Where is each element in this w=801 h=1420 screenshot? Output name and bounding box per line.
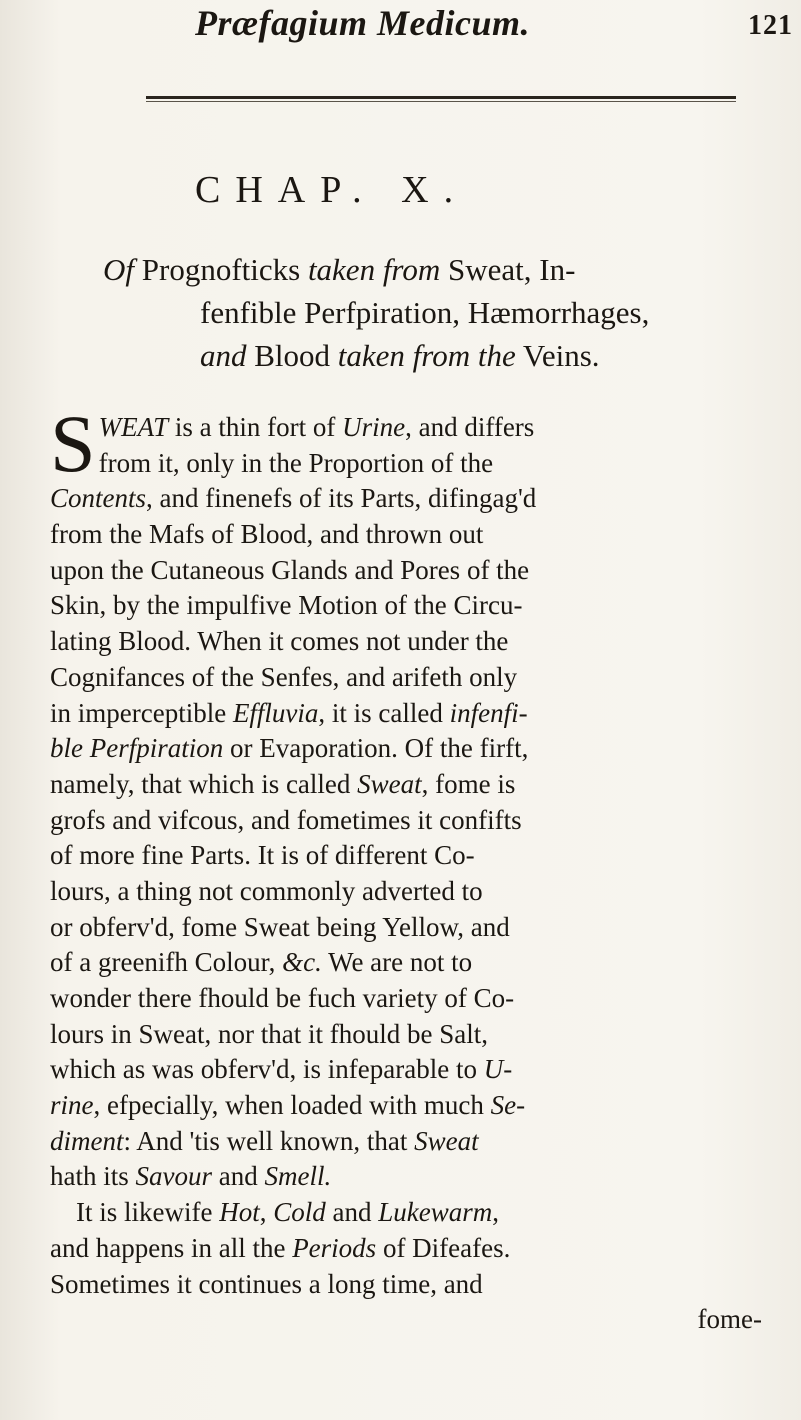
text-line: upon the Cutaneous Glands and Pores of the (50, 554, 530, 585)
text-line (50, 731, 770, 767)
text-line (50, 1124, 770, 1160)
text-run: rine (50, 1090, 94, 1121)
text-run: of Difeafes. (376, 1232, 511, 1263)
text-line (50, 410, 770, 446)
page-number: 121 (748, 10, 793, 41)
title-text: Prognofticks (134, 252, 308, 287)
header-rule (146, 96, 736, 99)
text-line: of more fine Parts. It is of different Co- (50, 840, 475, 871)
text-line: lours in Sweat, nor that it fhould be Salt, (50, 1018, 488, 1049)
title-text: and (200, 338, 247, 373)
text-run: and (212, 1161, 265, 1192)
text-run: and (325, 1197, 379, 1228)
text-run: &c. (282, 947, 322, 978)
text-run: Periods (292, 1232, 377, 1263)
title-line (103, 248, 713, 291)
text-run: infenfi- (449, 697, 528, 728)
text-line: Sometimes it continues a long time, and (50, 1268, 483, 1299)
text-run: Lukewarm (378, 1197, 493, 1228)
text-run: and happens in all the (50, 1232, 293, 1263)
text-run: in imperceptible (50, 697, 233, 728)
header-rule-thin (146, 101, 736, 102)
text-run: Savour (135, 1161, 212, 1192)
chapter-heading: CHAP. X. (195, 169, 469, 211)
text-run: ble Perfpiration (50, 733, 224, 764)
text-run: , (492, 1197, 499, 1228)
text-line (50, 767, 770, 803)
text-run: Sweat (357, 768, 422, 799)
text-run: which as was obferv'd, is infeparable to (50, 1054, 484, 1085)
text-run: Contents (50, 483, 147, 514)
title-line (103, 334, 713, 377)
text-run: Urine (342, 412, 406, 442)
text-line (50, 1159, 770, 1195)
title-text: Veins. (515, 338, 600, 373)
catchword: fome- (697, 1304, 762, 1335)
text-run: Sweat (414, 1125, 479, 1156)
title-text: taken from (307, 252, 441, 287)
text-line: from the Mafs of Blood, and thrown out (50, 519, 484, 550)
text-run: , and differs (405, 412, 535, 442)
text-run: We are not to (321, 947, 473, 978)
text-run: , (259, 1197, 274, 1228)
text-run: , efpecially, when loaded with much (93, 1090, 491, 1121)
text-run: is a thin fort of (168, 412, 343, 442)
text-run: Effluvia (232, 697, 319, 728)
title-line: fenfible Perfpiration, Hæmorrhages, (200, 295, 650, 330)
text-line: wonder there fhould be fuch variety of Co- (50, 983, 515, 1013)
text-line (50, 1195, 770, 1231)
text-line (50, 1231, 770, 1267)
text-line: lours, a thing not commonly adverted to (50, 875, 483, 906)
text-run: hath its (50, 1161, 136, 1192)
text-line: Skin, by the impulfive Motion of the Circu- (50, 590, 523, 621)
text-run: , it is called (318, 697, 450, 728)
text-run: Se- (490, 1090, 526, 1121)
title-text: Sweat, In- (440, 252, 576, 287)
drop-cap: S (50, 398, 96, 489)
title-text: Of (103, 252, 134, 287)
text-line: or obferv'd, fome Sweat being Yellow, and (50, 911, 510, 942)
body-text (50, 398, 770, 1338)
chapter-title (103, 248, 713, 377)
text-line (50, 945, 770, 981)
text-run: , and finenefs of its Parts, difingag'd (146, 483, 537, 514)
text-line: from it, only in the Proportion of the (98, 447, 494, 478)
text-run: Hot (219, 1197, 260, 1228)
text-run: Cold (273, 1197, 326, 1228)
text-run: diment (50, 1125, 124, 1156)
text-run: It is likewife (76, 1197, 220, 1228)
text-line (50, 1088, 770, 1124)
text-line (50, 481, 770, 517)
text-run: of a greenifh Colour, (50, 947, 283, 978)
text-run: Smell. (264, 1161, 332, 1192)
text-line: grofs and vifcous, and fometimes it confifts (50, 804, 522, 835)
text-run: : And 'tis well known, that (123, 1125, 415, 1156)
text-run: , fome is (421, 768, 516, 799)
text-line: Cognifances of the Senfes, and arifeth only (50, 661, 518, 692)
text-line (50, 696, 770, 732)
text-run: or Evaporation. Of the firft, (223, 733, 529, 764)
text-run: namely, that which is called (50, 768, 358, 799)
text-line: lating Blood. When it comes not under the (50, 626, 509, 657)
running-title: Præfagium Medicum. (195, 3, 531, 43)
title-text: Blood (246, 338, 338, 373)
text-run: WEAT (98, 412, 169, 442)
title-text: taken from the (337, 338, 516, 373)
text-run: U- (483, 1054, 513, 1085)
text-line (50, 1052, 770, 1088)
